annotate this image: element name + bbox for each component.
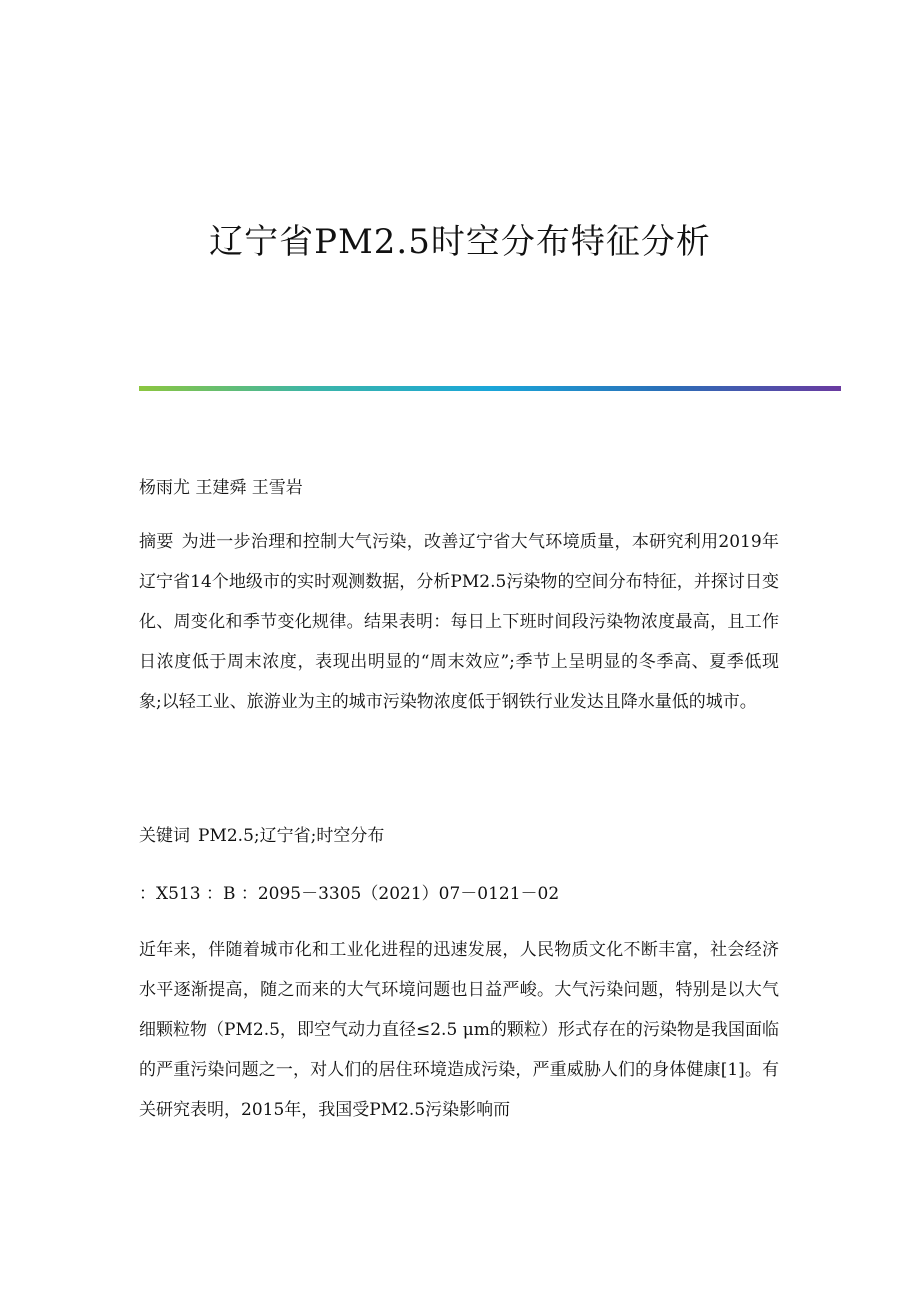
abstract bbox=[139, 522, 779, 722]
keywords-label: 关键词 bbox=[139, 826, 190, 846]
classification-info: ：X513 ：B ：2095－3305（2021）07－0121－02 bbox=[139, 884, 560, 904]
author-list: 杨雨尤 王建舜 王雪岩 bbox=[139, 478, 303, 498]
title-divider bbox=[139, 386, 841, 391]
abstract-label: 摘要 bbox=[139, 532, 174, 552]
paper-title: 辽宁省PM2.5时空分布特征分析 bbox=[209, 222, 711, 262]
keywords-text: PM2.5;辽宁省;时空分布 bbox=[198, 826, 385, 846]
keywords bbox=[139, 816, 779, 856]
abstract-text: 为进一步治理和控制大气污染，改善辽宁省大气环境质量，本研究利用2019年辽宁省14个地级市的实时观测数据，分析PM2.5污染物的空间分布特征，并探讨日变化、周变化和季节变化规律。结果表明：每日上下班时间段污染物浓度最高，且工作日浓度低于周末浓度，表现出明显的“周末效应”;季节上呈明显的冬季高、夏季低现象;以轻工业、旅游业为主的城市污染物浓度低于钢铁行业发达且降水量低的城市。 bbox=[139, 532, 780, 712]
body-paragraph: 近年来，伴随着城市化和工业化进程的迅速发展，人民物质文化不断丰富，社会经济水平逐渐提高，随之而来的大气环境问题也日益严峻。大气污染问题，特别是以大气细颗粒物（PM2.5，即空气动力直径≤2.5 μm的颗粒）形式存在的污染物是我国面临的严重污染问题之一，对人们的居住环境造成污染，严重威胁人们的身体健康[1]。有关研究表明，2015年，我国受PM2.5污染影响而 bbox=[139, 940, 779, 1120]
